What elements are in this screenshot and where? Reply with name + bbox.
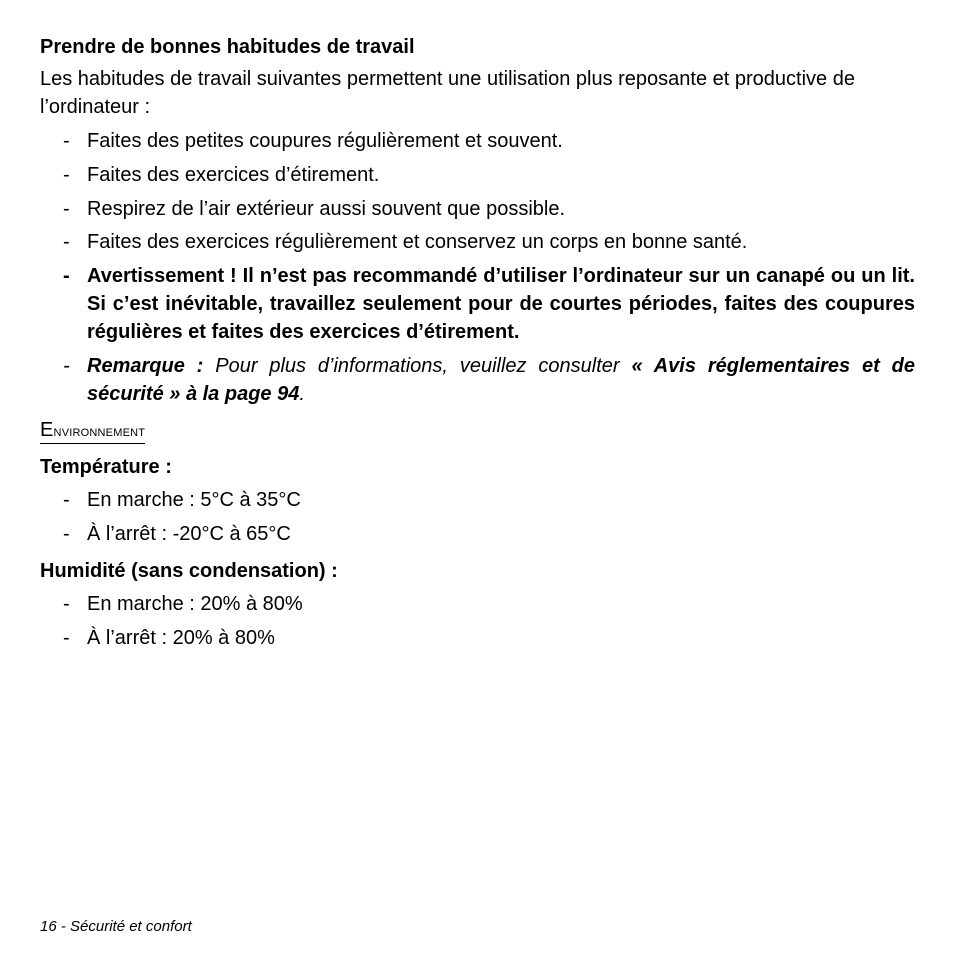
section-title-rest: nvironnement — [53, 423, 146, 440]
list-dash: - — [63, 523, 70, 545]
section-title-initial: E — [40, 419, 54, 441]
list-dash: - — [63, 198, 70, 220]
heading-humidity: Humidité (sans condensation) : — [40, 560, 338, 582]
list-dash: - — [63, 231, 70, 253]
list-item-text: Respirez de l’air extérieur aussi souvent que possible. — [87, 198, 566, 220]
list-dash: - — [63, 627, 70, 649]
note-label: Remarque : — [87, 355, 204, 377]
note-text — [87, 352, 915, 408]
list-dash: - — [63, 355, 70, 377]
list-dash: - — [63, 164, 70, 186]
note-body: Pour plus d’informations, veuillez consulter — [203, 355, 632, 377]
list-item-text: À l’arrêt : -20°C à 65°C — [87, 523, 291, 545]
list-dash: - — [63, 130, 70, 152]
list-item-text: En marche : 5°C à 35°C — [87, 489, 301, 511]
note-reference: « Avis réglementaires et de sécurité » à la page 94 — [87, 355, 916, 405]
list-dash: - — [63, 265, 70, 287]
list-dash: - — [63, 489, 70, 511]
page-footer: 16 - Sécurité et confort — [40, 918, 192, 935]
heading-temperature: Température : — [40, 456, 172, 478]
list-item-text: Faites des petites coupures régulièrement et souvent. — [87, 130, 563, 152]
list-item-text: Faites des exercices régulièrement et conservez un corps en bonne santé. — [87, 231, 748, 253]
section-title-environment — [40, 420, 145, 444]
note-end: . — [299, 383, 305, 405]
list-item-text: En marche : 20% à 80% — [87, 593, 303, 615]
warning-text: Avertissement ! Il n’est pas recommandé d’utiliser l’ordinateur sur un canapé ou un lit. Si c’est inévitable, travaillez seulement pour de courtes périodes, faites des coupures régulières et faites des exercices d’étirement. — [87, 265, 915, 343]
list-dash: - — [63, 593, 70, 615]
list-item-text: Faites des exercices d’étirement. — [87, 164, 380, 186]
list-item-text: À l’arrêt : 20% à 80% — [87, 627, 275, 649]
heading-work-habits: Prendre de bonnes habitudes de travail — [40, 36, 415, 58]
intro-paragraph: Les habitudes de travail suivantes permettent une utilisation plus reposante et productive de l’ordinateur : — [40, 68, 855, 118]
